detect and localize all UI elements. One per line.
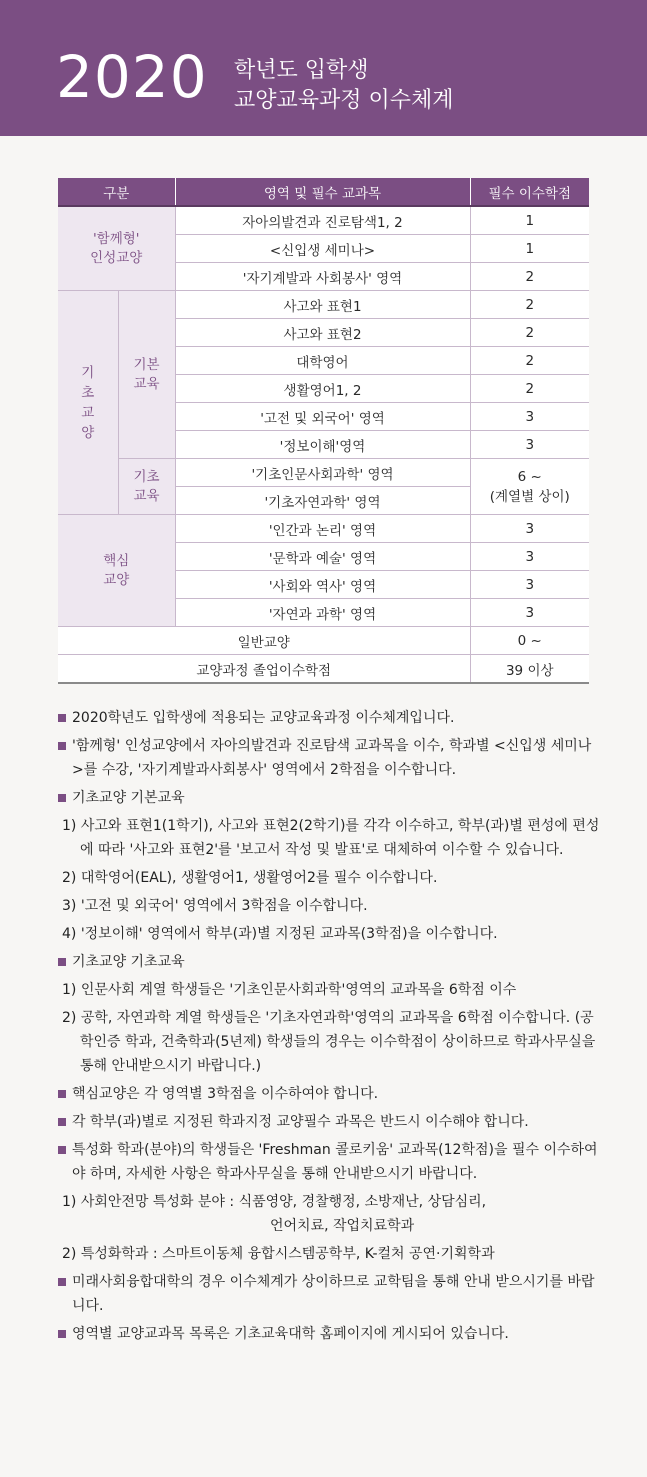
subject-cell: '정보이해'영역	[175, 431, 470, 459]
table-row-general	[58, 627, 589, 655]
subgroup-foundation-label	[118, 459, 175, 515]
note-item: '함께형' 인성교양에서 자아의발견과 진로탐색 교과목을 이수, 학과별 <신입생 세미나>를 수강, '자기계발과사회봉사' 영역에서 2학점을 이수합니다.	[58, 734, 603, 782]
note-subitem: 4) '정보이해' 영역에서 학부(과)별 지정된 교과목(3학점)을 이수합니다.	[62, 926, 498, 942]
credit-cell: 3	[470, 431, 589, 459]
credit-cell: 2	[470, 263, 589, 291]
credit-cell: 1	[470, 235, 589, 263]
credit-cell: 3	[470, 571, 589, 599]
note-subitem: 1) 인문사회 계열 학생들은 '기초인문사회과학'영역의 교과목을 6학점 이수	[62, 982, 517, 998]
table-row	[58, 459, 589, 487]
note-subitem-part: 1) 사회안전망 특성화 분야 : 식품영양, 경찰행정, 소방재난, 상담심리,	[62, 1194, 487, 1210]
general-credit: 0 ~	[470, 627, 589, 655]
total-label: 교양과정 졸업이수학점	[58, 655, 470, 684]
header-title-line2: 교양교육과정 이수체계	[234, 88, 454, 113]
group-label-line: 인성교양	[90, 249, 143, 266]
credit-cell: 3	[470, 515, 589, 543]
subject-cell: 사고와 표현1	[175, 291, 470, 319]
credit-line: 6 ~	[517, 468, 542, 485]
header-category: 구분	[58, 178, 175, 206]
credit-cell: 1	[470, 206, 589, 235]
note-item: 2020학년도 입학생에 적용되는 교양교육과정 이수체계입니다.	[58, 706, 603, 730]
header-subject: 영역 및 필수 교과목	[175, 178, 470, 206]
group-core-label	[58, 515, 175, 627]
subject-cell: '사회와 역사' 영역	[175, 571, 470, 599]
group-gicho-label	[58, 291, 118, 515]
total-credit: 39 이상	[470, 655, 589, 684]
subject-cell: '자연과 과학' 영역	[175, 599, 470, 627]
header-credits: 필수 이수학점	[470, 178, 589, 206]
subgroup-label-line: 기본	[133, 357, 160, 374]
note-subitem: 3) '고전 및 외국어' 영역에서 3학점을 이수합니다.	[62, 898, 368, 914]
notes-section	[58, 706, 603, 1350]
credit-cell: 3	[470, 599, 589, 627]
note-item: 특성화 학과(분야)의 학생들은 'Freshman 콜로키움' 교과목(12학점)을 필수 이수하여야 하며, 자세한 사항은 학과사무실을 통해 안내받으시기 바랍니다.	[58, 1138, 603, 1186]
subject-cell: <신입생 세미나>	[175, 235, 470, 263]
subject-cell: 사고와 표현2	[175, 319, 470, 347]
subject-cell: 생활영어1, 2	[175, 375, 470, 403]
table-row	[58, 291, 589, 319]
credit-cell: 2	[470, 347, 589, 375]
table-row	[58, 206, 589, 235]
header-year: 2020	[56, 43, 208, 111]
group-label-line: '함께형'	[92, 231, 140, 248]
credit-cell-merged	[470, 459, 589, 515]
subject-cell: '인간과 논리' 영역	[175, 515, 470, 543]
table-row-total	[58, 655, 589, 684]
subject-cell: '기초인문사회과학' 영역	[175, 459, 470, 487]
note-item: 영역별 교양교과목 목록은 기초교육대학 홈페이지에 게시되어 있습니다.	[58, 1322, 603, 1346]
subject-cell: 자아의발견과 진로탐색1, 2	[175, 206, 470, 235]
table-row	[58, 515, 589, 543]
group-label-line: 교양	[103, 571, 130, 588]
note-item: 미래사회융합대학의 경우 이수체계가 상이하므로 교학팀을 통해 안내 받으시기를 바랍니다.	[58, 1270, 603, 1318]
group-label-char: 초	[81, 384, 95, 401]
note-subitem: 2) 특성화학과 : 스마트이동체 융합시스템공학부, K-컬처 공연·기획학과	[62, 1246, 495, 1262]
subject-cell: '고전 및 외국어' 영역	[175, 403, 470, 431]
subject-cell: '문학과 예술' 영역	[175, 543, 470, 571]
credit-cell: 3	[470, 403, 589, 431]
subgroup-label-line: 교육	[133, 487, 160, 504]
subject-cell: 대학영어	[175, 347, 470, 375]
note-item: 기초교양 기본교육	[58, 786, 603, 810]
credit-cell: 2	[470, 291, 589, 319]
note-subitem-continuation: 언어치료, 작업치료학과	[270, 1218, 415, 1234]
group-label-line: 핵심	[103, 553, 130, 570]
credit-cell: 2	[470, 375, 589, 403]
credit-line: (계열별 상이)	[489, 488, 570, 505]
group-hamkke-label	[58, 206, 175, 291]
group-label-char: 교	[81, 404, 95, 421]
note-subitem: 2) 공학, 자연과학 계열 학생들은 '기초자연과학'영역의 교과목을 6학점 이수합니다. (공학인증 학과, 건축학과(5년제) 학생들의 경우는 이수학점이 상이하므로 학과사무실을 통해 안내받으시기 바랍니다.)	[62, 1010, 596, 1074]
subject-cell: '자기계발과 사회봉사' 영역	[175, 263, 470, 291]
page-header	[0, 0, 647, 136]
note-subitem: 2) 대학영어(EAL), 생활영어1, 생활영어2를 필수 이수합니다.	[62, 870, 438, 886]
note-subitem	[62, 1190, 603, 1214]
general-label: 일반교양	[58, 627, 470, 655]
subgroup-basic-label	[118, 291, 175, 459]
header-title-line1: 학년도 입학생	[234, 58, 369, 83]
subject-cell: '기초자연과학' 영역	[175, 487, 470, 515]
group-label-char: 양	[81, 424, 95, 441]
curriculum-table	[58, 178, 589, 684]
note-item: 기초교양 기초교육	[58, 950, 603, 974]
group-label-char: 기	[81, 364, 95, 381]
note-item: 각 학부(과)별로 지정된 학과지정 교양필수 과목은 반드시 이수해야 합니다.	[58, 1110, 603, 1134]
note-item: 핵심교양은 각 영역별 3학점을 이수하여야 합니다.	[58, 1082, 603, 1106]
table-header-row	[58, 178, 589, 206]
subgroup-label-line: 기초	[133, 469, 160, 486]
note-subitem: 1) 사고와 표현1(1학기), 사고와 표현2(2학기)를 각각 이수하고, 학부(과)별 편성에 편성에 따라 '사고와 표현2'를 '보고서 작성 및 발표'로 대체하여 이수할 수 있습니다.	[62, 818, 600, 858]
credit-cell: 2	[470, 319, 589, 347]
subgroup-label-line: 교육	[133, 375, 160, 392]
credit-cell: 3	[470, 543, 589, 571]
